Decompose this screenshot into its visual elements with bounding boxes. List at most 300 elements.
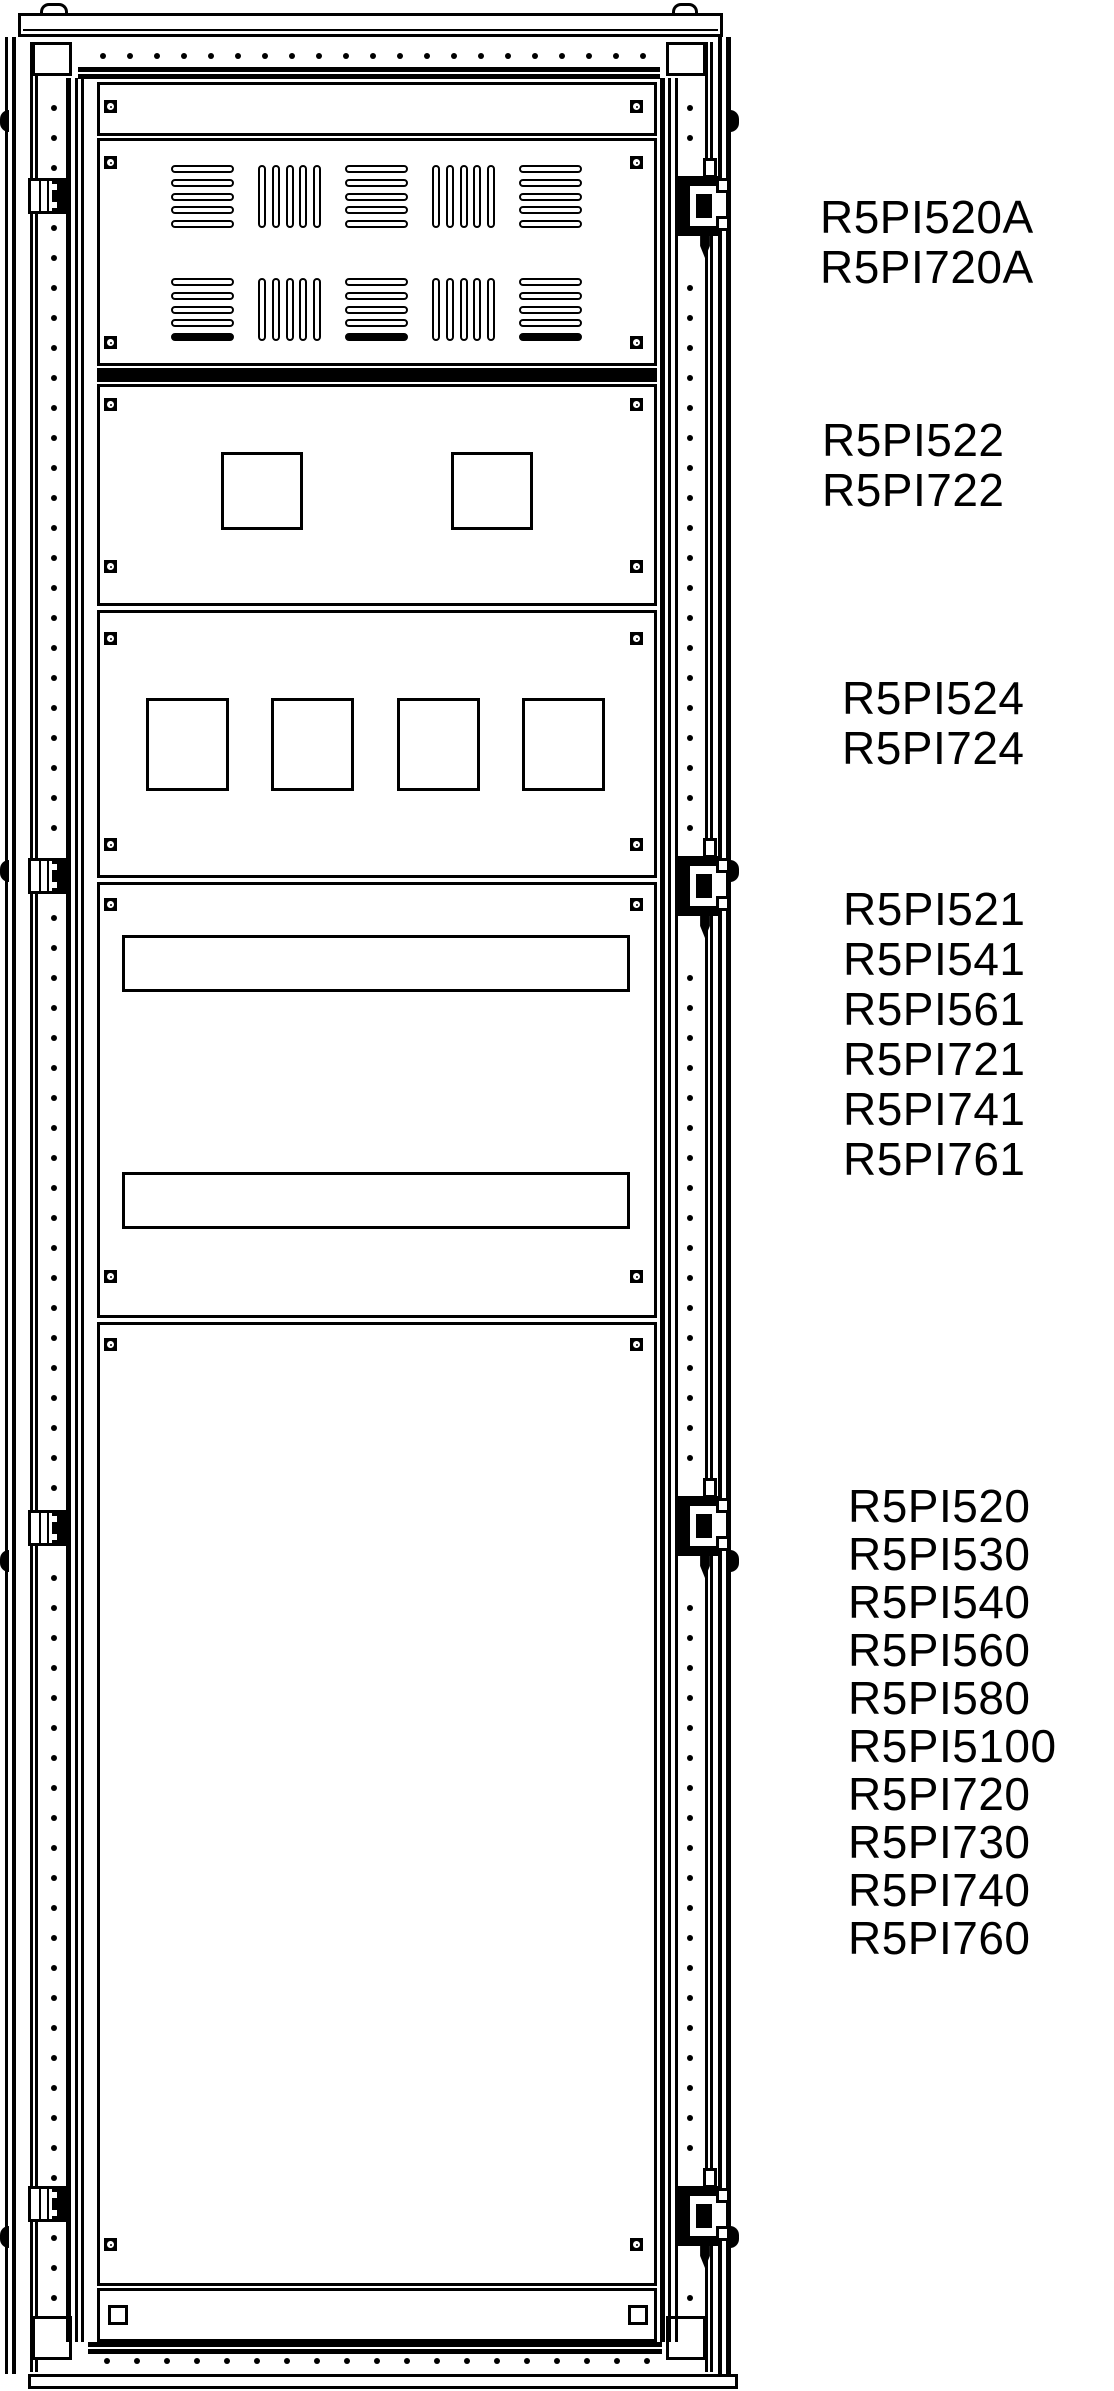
vent-slat xyxy=(487,165,495,228)
hinge-notch xyxy=(52,1516,57,1522)
mounting-hole-dot xyxy=(51,1455,57,1461)
mounting-hole-dot xyxy=(464,2358,470,2364)
mounting-hole-dot xyxy=(51,615,57,621)
vent-slat xyxy=(272,165,280,228)
mounting-hole-dot xyxy=(51,435,57,441)
mounting-hole-dot xyxy=(254,2358,260,2364)
mounting-hole-dot xyxy=(51,1335,57,1341)
hinge-line xyxy=(39,2189,41,2219)
vent-slat xyxy=(519,193,582,201)
vent-slat xyxy=(345,306,408,314)
part-number-label: R5PI524 xyxy=(842,672,1025,724)
vent-slat xyxy=(272,278,280,341)
mounting-hole-dot xyxy=(51,1785,57,1791)
part-number-label: R5PI741 xyxy=(843,1083,1026,1135)
vent-slat xyxy=(446,278,454,341)
mounting-hole-dot xyxy=(687,135,693,141)
mounting-hole-dot xyxy=(51,2295,57,2301)
mounting-hole-dot xyxy=(397,53,403,59)
mounting-hole-dot xyxy=(687,1875,693,1881)
mounting-hole-dot xyxy=(194,2358,200,2364)
screw-hole xyxy=(630,336,643,349)
vent-slat xyxy=(299,278,307,341)
mounting-hole-dot xyxy=(687,1305,693,1311)
mounting-hole-dot xyxy=(51,765,57,771)
mounting-hole-dot xyxy=(51,2235,57,2241)
part-number-label: R5PI730 xyxy=(848,1816,1031,1868)
mounting-hole-dot xyxy=(51,1755,57,1761)
mounting-hole-dot xyxy=(284,2358,290,2364)
latch-core xyxy=(696,1514,712,1538)
mounting-hole-dot xyxy=(687,1935,693,1941)
vent-slat xyxy=(519,206,582,214)
part-number-label: R5PI522 xyxy=(822,414,1005,466)
mounting-hole-dot xyxy=(51,1635,57,1641)
mounting-hole-dot xyxy=(51,1245,57,1251)
mounting-hole-dot xyxy=(687,825,693,831)
mounting-hole-dot xyxy=(687,735,693,741)
screw-hole xyxy=(104,632,117,645)
mounting-hole-dot xyxy=(640,53,646,59)
mounting-hole-dot xyxy=(687,405,693,411)
vent-slat xyxy=(519,306,582,314)
panel-separator-band xyxy=(97,368,657,382)
mounting-hole-dot xyxy=(687,1395,693,1401)
mounting-hole-dot xyxy=(370,53,376,59)
side-wall-line xyxy=(12,37,16,2374)
mounting-hole-dot xyxy=(51,285,57,291)
part-number-label: R5PI722 xyxy=(822,464,1005,516)
part-number-label: R5PI541 xyxy=(843,933,1026,985)
latch-side-tab xyxy=(716,896,730,911)
cutout-square xyxy=(146,698,229,791)
mounting-hole-dot xyxy=(51,825,57,831)
door-frame-line xyxy=(675,78,678,2342)
door-frame-line xyxy=(75,78,78,2342)
mounting-hole-dot xyxy=(687,1035,693,1041)
earth-bump xyxy=(730,110,739,132)
mounting-hole-dot xyxy=(51,1395,57,1401)
latch-core xyxy=(696,874,712,898)
mounting-hole-dot xyxy=(51,525,57,531)
mounting-hole-dot xyxy=(687,1995,693,2001)
plinth-bar xyxy=(28,2374,738,2389)
door-top-rail xyxy=(78,67,660,79)
mounting-hole-dot xyxy=(687,1275,693,1281)
mounting-hole-dot xyxy=(51,1605,57,1611)
label-group-two-cutout-panel xyxy=(822,415,1114,515)
open-square-hole xyxy=(628,2305,648,2325)
mounting-hole-dot xyxy=(51,1695,57,1701)
mounting-hole-dot xyxy=(51,555,57,561)
hinge-line xyxy=(47,2189,49,2219)
part-number-label: R5PI560 xyxy=(848,1624,1031,1676)
mounting-hole-dot xyxy=(687,1215,693,1221)
vent-slat xyxy=(171,179,234,187)
side-wall-line xyxy=(5,37,8,2374)
vent-slat xyxy=(446,165,454,228)
mounting-hole-dot xyxy=(687,1665,693,1671)
mounting-hole-dot xyxy=(51,645,57,651)
vent-slat xyxy=(345,278,408,286)
vent-slat xyxy=(171,292,234,300)
mounting-hole-dot xyxy=(451,53,457,59)
mounting-hole-dot xyxy=(687,2145,693,2151)
mounting-hole-dot xyxy=(687,315,693,321)
mounting-hole-dot xyxy=(235,53,241,59)
hinge-notch xyxy=(52,202,57,208)
earth-bump xyxy=(0,110,9,132)
latch-tab xyxy=(703,2168,717,2188)
corner-block xyxy=(666,2316,706,2360)
door-hinge xyxy=(28,2186,66,2222)
mounting-hole-dot xyxy=(687,525,693,531)
part-number-label: R5PI561 xyxy=(843,983,1026,1035)
mounting-hole-dot xyxy=(687,495,693,501)
mounting-hole-dot xyxy=(51,1275,57,1281)
mounting-hole-dot xyxy=(687,1155,693,1161)
part-number-label: R5PI761 xyxy=(843,1133,1026,1185)
vent-slat xyxy=(519,292,582,300)
mounting-hole-dot xyxy=(100,53,106,59)
mounting-hole-dot xyxy=(687,615,693,621)
part-number-label: R5PI720A xyxy=(820,241,1034,293)
mounting-hole-dot xyxy=(687,765,693,771)
latch-pin xyxy=(698,236,712,258)
mounting-hole-dot xyxy=(51,1905,57,1911)
vent-slat xyxy=(345,220,408,228)
mounting-hole-dot xyxy=(51,1065,57,1071)
door-hinge xyxy=(28,178,66,214)
mounting-hole-dot xyxy=(687,2085,693,2091)
side-wall-line xyxy=(35,42,38,2372)
mounting-hole-dot xyxy=(134,2358,140,2364)
latch-side-tab xyxy=(716,178,730,193)
cutout-square xyxy=(221,452,303,530)
vent-slat xyxy=(171,165,234,173)
cable-slot xyxy=(122,935,630,992)
mounting-hole-dot xyxy=(51,2025,57,2031)
vent-slat xyxy=(432,278,440,341)
mounting-hole-dot xyxy=(687,1635,693,1641)
mounting-hole-dot xyxy=(613,53,619,59)
hinge-notch xyxy=(52,864,57,870)
vent-slat xyxy=(519,319,582,327)
vent-slat xyxy=(519,220,582,228)
part-number-label: R5PI520 xyxy=(848,1480,1031,1532)
mounting-hole-dot xyxy=(644,2358,650,2364)
mounting-hole-dot xyxy=(51,405,57,411)
mounting-hole-dot xyxy=(687,1905,693,1911)
part-number-labels xyxy=(760,0,1114,2391)
mounting-hole-dot xyxy=(687,1095,693,1101)
mounting-hole-dot xyxy=(434,2358,440,2364)
mounting-hole-dot xyxy=(687,1065,693,1071)
mounting-hole-dot xyxy=(374,2358,380,2364)
mounting-hole-dot xyxy=(51,495,57,501)
mounting-hole-dot xyxy=(687,345,693,351)
vent-slat xyxy=(519,333,582,341)
mounting-hole-dot xyxy=(687,2025,693,2031)
part-number-label: R5PI740 xyxy=(848,1864,1031,1916)
mounting-hole-dot xyxy=(424,53,430,59)
mounting-hole-dot xyxy=(687,1785,693,1791)
part-number-label: R5PI720 xyxy=(848,1768,1031,1820)
screw-hole xyxy=(630,398,643,411)
hinge-line xyxy=(39,861,41,891)
mounting-hole-dot xyxy=(505,53,511,59)
mounting-hole-dot xyxy=(51,1875,57,1881)
mounting-hole-dot xyxy=(687,1455,693,1461)
cable-slot xyxy=(122,1172,630,1229)
mounting-hole-dot xyxy=(51,2085,57,2091)
hinge-notch xyxy=(52,184,57,190)
hinge-line xyxy=(47,1513,49,1543)
mounting-hole-dot xyxy=(478,53,484,59)
screw-hole xyxy=(630,2238,643,2251)
mounting-hole-dot xyxy=(687,435,693,441)
mounting-hole-dot xyxy=(51,375,57,381)
mounting-hole-dot xyxy=(51,165,57,171)
side-wall-line xyxy=(726,37,731,2374)
mounting-hole-dot xyxy=(127,53,133,59)
mounting-hole-dot xyxy=(164,2358,170,2364)
mounting-hole-dot xyxy=(51,2145,57,2151)
door-bottom-rail xyxy=(88,2342,662,2354)
earth-bump xyxy=(0,860,9,882)
latch-core xyxy=(696,2204,712,2228)
screw-hole xyxy=(104,100,117,113)
side-wall-line xyxy=(705,42,708,2372)
part-number-label: R5PI520A xyxy=(820,191,1034,243)
mounting-hole-dot xyxy=(104,2358,110,2364)
mounting-hole-dot xyxy=(532,53,538,59)
vent-slat xyxy=(473,165,481,228)
mounting-hole-dot xyxy=(51,1185,57,1191)
mounting-hole-dot xyxy=(51,135,57,141)
hinge-notch xyxy=(52,1534,57,1540)
screw-hole xyxy=(104,156,117,169)
latch-side-tab xyxy=(716,2188,730,2203)
mounting-hole-dot xyxy=(316,53,322,59)
mounting-hole-dot xyxy=(51,1305,57,1311)
label-group-blank-panel xyxy=(848,1482,1114,1962)
mounting-hole-dot xyxy=(51,1125,57,1131)
screw-hole xyxy=(104,838,117,851)
mounting-hole-dot xyxy=(51,1485,57,1491)
panel-blank xyxy=(97,1322,657,2286)
mounting-hole-dot xyxy=(51,1095,57,1101)
corner-block xyxy=(32,42,72,76)
mounting-hole-dot xyxy=(687,1845,693,1851)
mounting-hole-dot xyxy=(687,1815,693,1821)
mounting-hole-dot xyxy=(687,585,693,591)
top-cap xyxy=(18,13,723,37)
latch-tab xyxy=(703,1478,717,1498)
part-number-label: R5PI5100 xyxy=(848,1720,1057,1772)
vent-slat xyxy=(171,193,234,201)
mounting-hole-dot xyxy=(687,645,693,651)
latch-pin xyxy=(698,1556,712,1578)
vent-slat xyxy=(171,206,234,214)
mounting-hole-dot xyxy=(687,1335,693,1341)
cutout-square xyxy=(522,698,605,791)
cutout-square xyxy=(451,452,533,530)
label-group-two-slot-panel xyxy=(843,884,1114,1184)
mounting-hole-dot xyxy=(687,285,693,291)
vent-slat xyxy=(460,165,468,228)
screw-hole xyxy=(104,336,117,349)
panel-top-strip xyxy=(97,82,657,136)
vent-slat xyxy=(299,165,307,228)
part-number-label: R5PI580 xyxy=(848,1672,1031,1724)
vent-slat xyxy=(313,165,321,228)
mounting-hole-dot xyxy=(51,2115,57,2121)
mounting-hole-dot xyxy=(404,2358,410,2364)
mounting-hole-dot xyxy=(687,1185,693,1191)
hinge-notch xyxy=(52,882,57,888)
mounting-hole-dot xyxy=(51,1215,57,1221)
vent-slat xyxy=(286,278,294,341)
mounting-hole-dot xyxy=(687,1965,693,1971)
latch-tab xyxy=(703,158,717,178)
mounting-hole-dot xyxy=(687,1125,693,1131)
mounting-hole-dot xyxy=(224,2358,230,2364)
part-number-label: R5PI530 xyxy=(848,1528,1031,1580)
latch-side-tab xyxy=(716,858,730,873)
mounting-hole-dot xyxy=(687,105,693,111)
vent-slat xyxy=(519,179,582,187)
mounting-hole-dot xyxy=(51,705,57,711)
mounting-hole-dot xyxy=(51,1575,57,1581)
screw-hole xyxy=(104,898,117,911)
mounting-hole-dot xyxy=(51,465,57,471)
mounting-hole-dot xyxy=(687,1365,693,1371)
vent-slat xyxy=(313,278,321,341)
vent-slat xyxy=(345,179,408,187)
vent-slat xyxy=(171,306,234,314)
mounting-hole-dot xyxy=(51,945,57,951)
vent-slat xyxy=(487,278,495,341)
screw-hole xyxy=(630,1338,643,1351)
side-wall-line xyxy=(718,37,722,2374)
screw-hole xyxy=(104,398,117,411)
part-number-label: R5PI721 xyxy=(843,1033,1026,1085)
screw-hole xyxy=(630,838,643,851)
vent-slat xyxy=(171,333,234,341)
door-frame-line xyxy=(81,78,84,2342)
hinge-line xyxy=(39,181,41,211)
mounting-hole-dot xyxy=(687,2115,693,2121)
mounting-hole-dot xyxy=(687,1005,693,1011)
mounting-hole-dot xyxy=(687,1425,693,1431)
part-number-label: R5PI521 xyxy=(843,883,1026,935)
vent-slat xyxy=(345,165,408,173)
mounting-hole-dot xyxy=(51,975,57,981)
hinge-line xyxy=(47,861,49,891)
mounting-hole-dot xyxy=(687,1725,693,1731)
latch-pin xyxy=(698,916,712,938)
vent-slat xyxy=(345,292,408,300)
mounting-hole-dot xyxy=(687,1695,693,1701)
mounting-hole-dot xyxy=(687,795,693,801)
screw-hole xyxy=(630,100,643,113)
screw-hole xyxy=(104,2238,117,2251)
vent-slat xyxy=(171,220,234,228)
mounting-hole-dot xyxy=(51,345,57,351)
mounting-hole-dot xyxy=(51,675,57,681)
earth-bump xyxy=(0,2226,9,2248)
vent-slat xyxy=(258,278,266,341)
mounting-hole-dot xyxy=(51,2055,57,2061)
mounting-hole-dot xyxy=(524,2358,530,2364)
latch-side-tab xyxy=(716,216,730,231)
mounting-hole-dot xyxy=(687,705,693,711)
mounting-hole-dot xyxy=(51,735,57,741)
hinge-notch xyxy=(52,2192,57,2198)
mounting-hole-dot xyxy=(181,53,187,59)
vent-slat xyxy=(171,278,234,286)
vent-slat xyxy=(286,165,294,228)
screw-hole xyxy=(104,1338,117,1351)
latch-core xyxy=(696,194,712,218)
mounting-hole-dot xyxy=(314,2358,320,2364)
hinge-line xyxy=(39,1513,41,1543)
hinge-line xyxy=(47,181,49,211)
screw-hole xyxy=(630,1270,643,1283)
vent-slat xyxy=(519,165,582,173)
vent-slat xyxy=(258,165,266,228)
mounting-hole-dot xyxy=(687,675,693,681)
screw-hole xyxy=(104,560,117,573)
door-latch xyxy=(676,838,740,938)
part-number-label: R5PI760 xyxy=(848,1912,1031,1964)
mounting-hole-dot xyxy=(584,2358,590,2364)
door-frame-line xyxy=(660,78,665,2342)
mounting-hole-dot xyxy=(51,225,57,231)
mounting-hole-dot xyxy=(51,2175,57,2181)
mounting-hole-dot xyxy=(51,105,57,111)
cutout-square xyxy=(271,698,354,791)
screw-hole xyxy=(104,1270,117,1283)
mounting-hole-dot xyxy=(687,555,693,561)
screw-hole xyxy=(630,156,643,169)
side-wall-line xyxy=(30,42,33,2372)
mounting-hole-dot xyxy=(51,1815,57,1821)
door-hinge xyxy=(28,858,66,894)
mounting-hole-dot xyxy=(51,1665,57,1671)
screw-hole xyxy=(630,898,643,911)
screw-hole xyxy=(630,560,643,573)
mounting-hole-dot xyxy=(614,2358,620,2364)
mounting-hole-dot xyxy=(494,2358,500,2364)
mounting-hole-dot xyxy=(51,1005,57,1011)
door-frame-line xyxy=(66,78,71,2342)
mounting-hole-dot xyxy=(559,53,565,59)
mounting-hole-dot xyxy=(343,53,349,59)
door-frame-line xyxy=(668,78,671,2342)
screw-hole xyxy=(630,632,643,645)
vent-slat xyxy=(432,165,440,228)
mounting-hole-dot xyxy=(51,1935,57,1941)
mounting-hole-dot xyxy=(687,465,693,471)
door-hinge xyxy=(28,1510,66,1546)
latch-side-tab xyxy=(716,2226,730,2241)
panel-two-cutouts xyxy=(97,384,657,606)
cutout-square xyxy=(397,698,480,791)
mounting-hole-dot xyxy=(687,1755,693,1761)
label-group-top-vented-panel xyxy=(820,192,1114,292)
